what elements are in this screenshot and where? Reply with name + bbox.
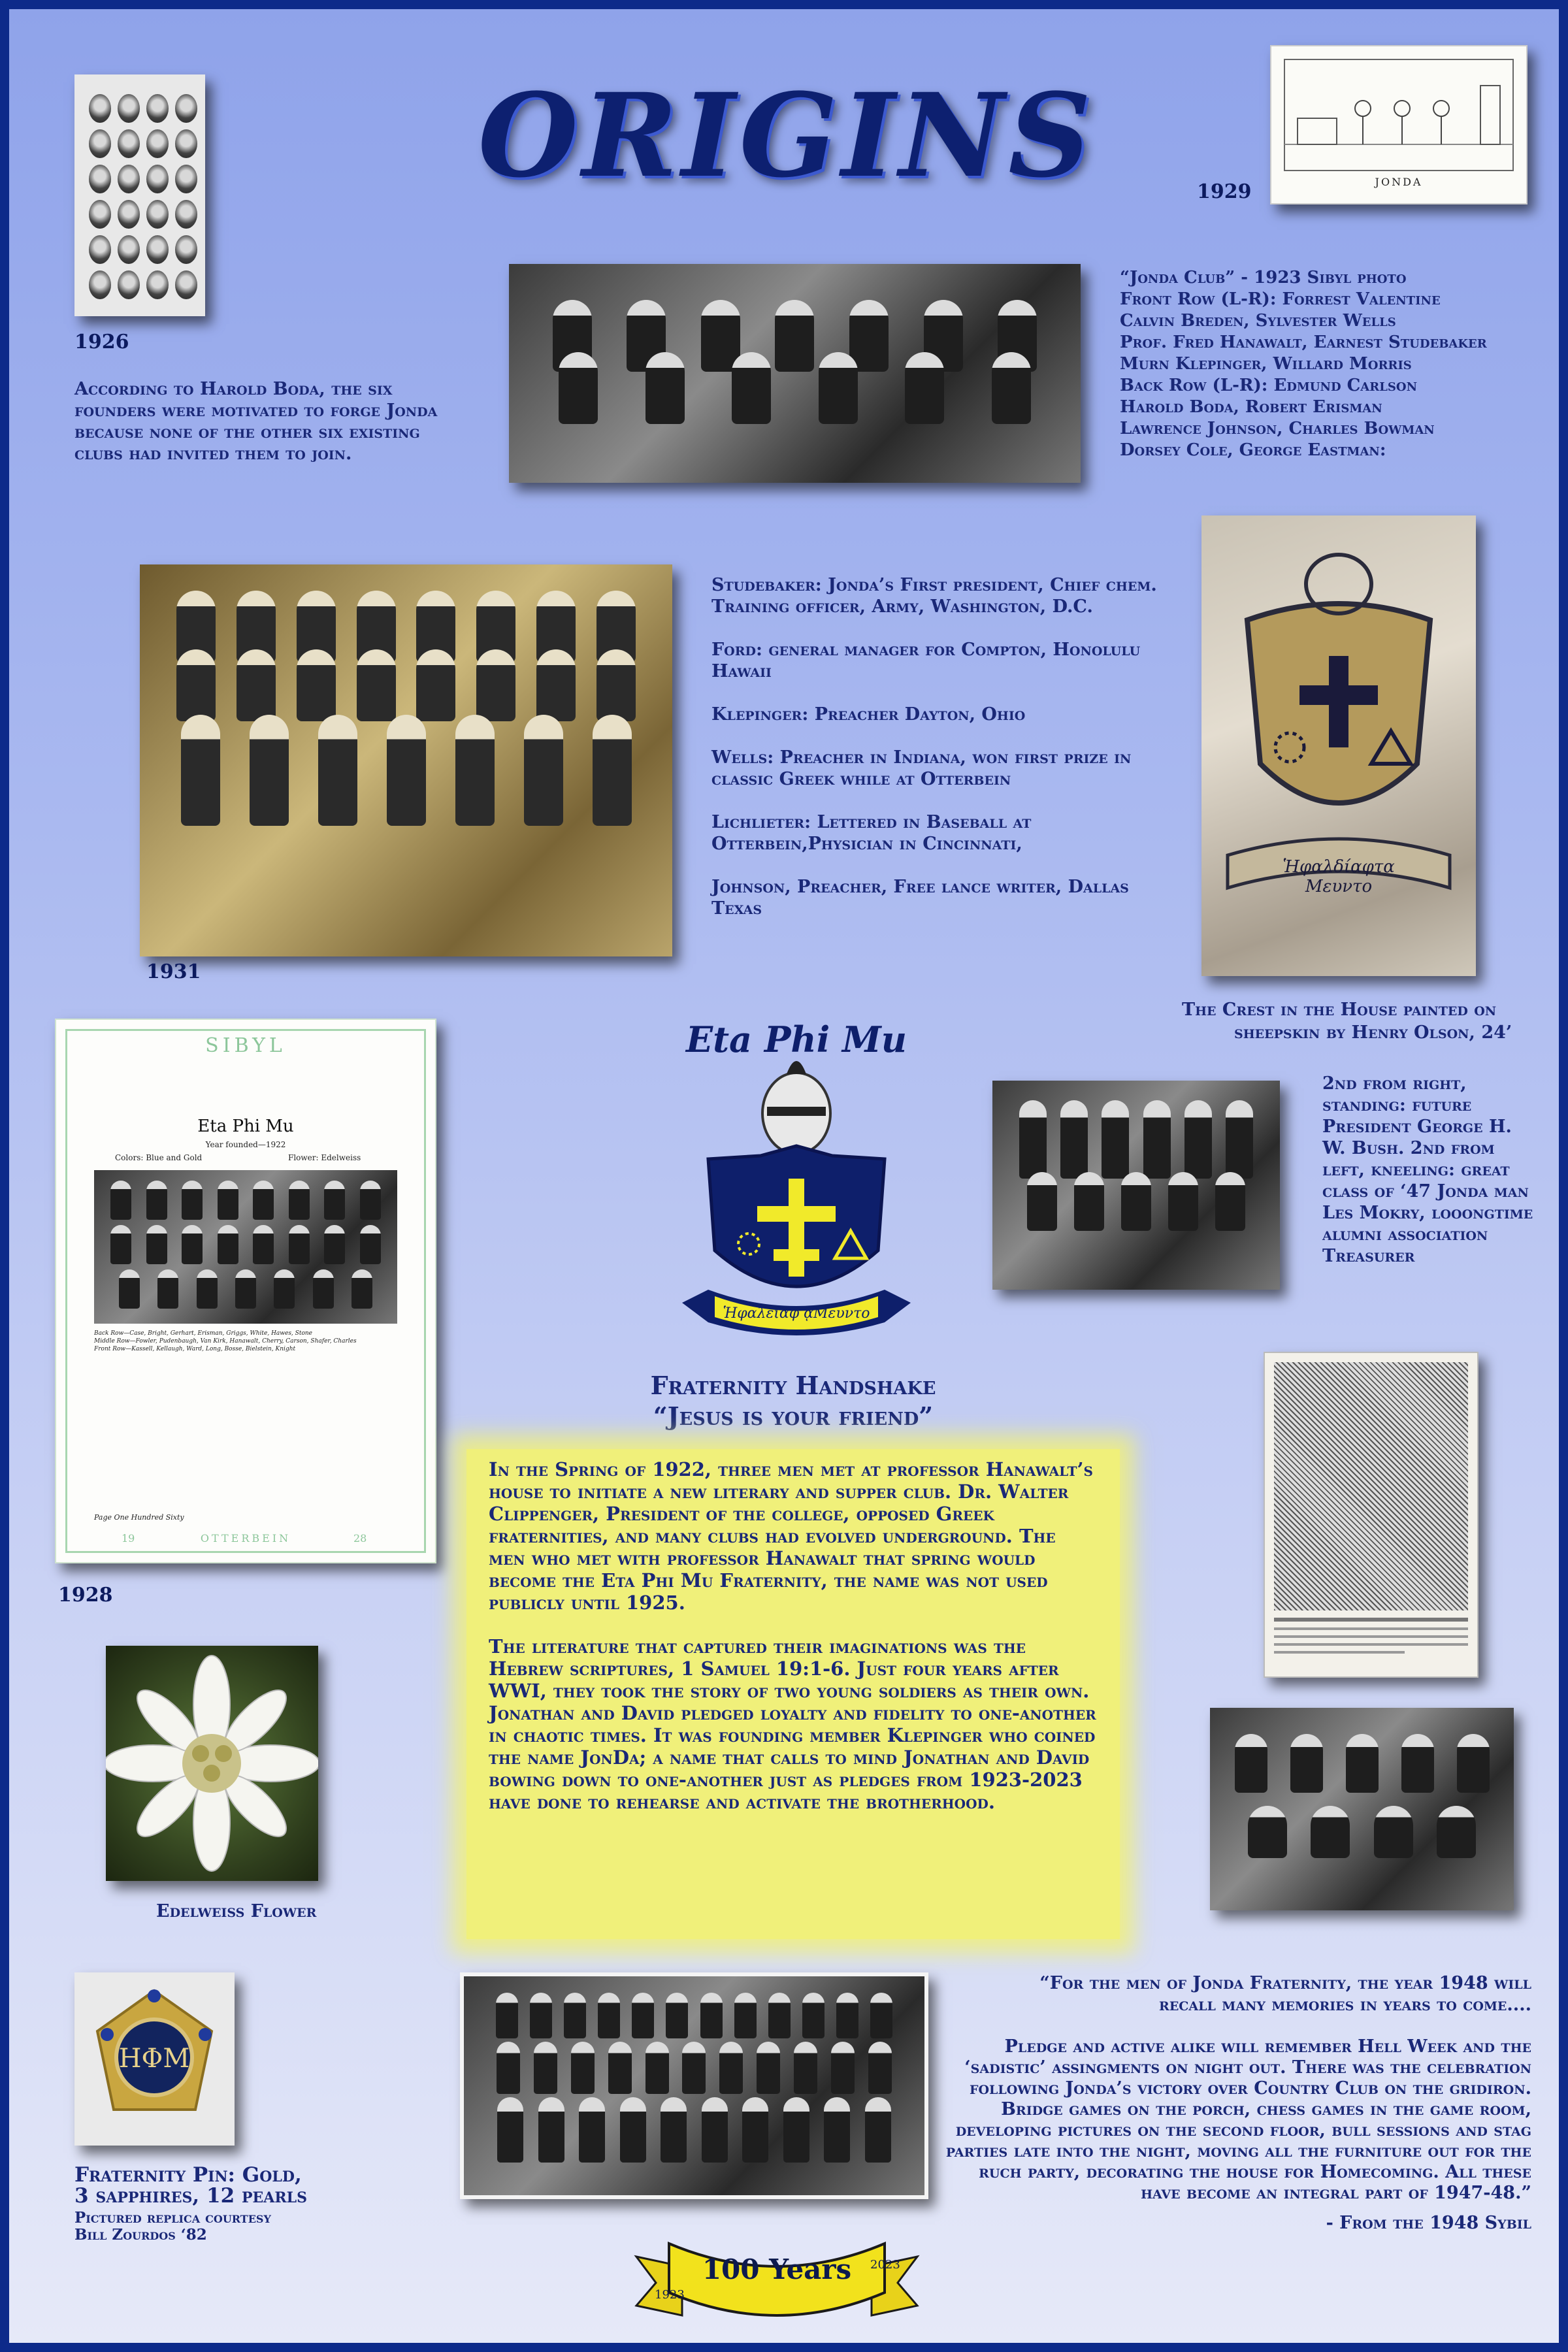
club-caption-line: Harold Boda, Robert Erisman [1120, 397, 1382, 417]
member-note: Wells: Preacher in Indiana, won first prize in classic Greek while at Otterbein [711, 747, 1132, 789]
crest-caption-line1: The Crest in the House painted on [1182, 1000, 1497, 1020]
edelweiss-caption: Edelweiss Flower [156, 1901, 317, 1921]
pin-caption-title: Fraternity Pin: Gold, [74, 2163, 302, 2187]
edelweiss-drawing [106, 1646, 318, 1881]
quote-line2: recall many memories in years to come.... [1159, 1995, 1531, 2015]
handshake-motto: “Jesus is your friend” [653, 1401, 934, 1431]
photo-fraternity-pin [74, 1972, 235, 2146]
bush-caption: 2nd from right, standing: future President George H. W. Bush. 2nd from left, kneeling: great class of ‘47 Jonda man Les Mokry, looongtime alumni association Treasurer [1322, 1073, 1533, 1266]
year-1929: 1929 [1197, 180, 1252, 203]
banner-left-year: 1923 [655, 2288, 685, 2302]
year-1928: 1928 [58, 1584, 113, 1607]
pin-caption-credit: Pictured replica courtesy [74, 2209, 271, 2227]
yearbook-group-photo [94, 1170, 397, 1324]
page-title: ORIGINS [478, 68, 1096, 203]
emblem-ribbon-motto: Ἡφαλείαφ ᾳΜευντο [723, 1305, 870, 1322]
club-photo-caption [1120, 267, 1564, 461]
year-1926: 1926 [74, 331, 129, 353]
yearbook-founded: Year founded—1922 [205, 1140, 286, 1149]
quote-body: Pledge and active alike will remember Hell Week and the ‘sadistic’ assingments on night out. There was the celebration following Jonda’s victory over Country Club on the gridiron. Bridge games on the porch, chess games in the game room, developing pictures on the second floor, bull sessions and stag parties late into the night, moving all the furniture out for the ruch party, decorating the house for Homecoming. All these have become an integral part of 1947-48.” [945, 2036, 1531, 2203]
svg-text:ΗΦΜ: ΗΦΜ [118, 2044, 190, 2074]
yearbook-footer-right: 28 [353, 1532, 367, 1544]
photo-1929-cartoon [1270, 45, 1527, 204]
club-caption-line: Dorsey Cole, George Eastman: [1120, 440, 1386, 460]
banner-right-year: 2023 [870, 2258, 900, 2272]
member-note: Johnson, Preacher, Free lance writer, Dallas Texas [711, 877, 1129, 919]
club-caption-line: “Jonda Club” - 1923 Sibyl photo [1120, 268, 1407, 287]
history-box [466, 1449, 1120, 1939]
yearbook-header: SIBYL [205, 1034, 286, 1057]
club-caption-line: Murn Klepinger, Willard Morris [1120, 354, 1412, 374]
yearbook-footer-left: 19 [122, 1532, 135, 1544]
cartoon-caption: JONDA [1375, 176, 1423, 188]
member-note: Studebaker: Jonda’s First president, Chief chem. Training officer, Army, Washington, D.C. [711, 575, 1157, 617]
club-caption-line: Prof. Fred Hanawalt, Earnest Studebaker [1120, 333, 1487, 352]
pin-caption-credit: Bill Zourdos ‘82 [74, 2226, 207, 2244]
photo-1931-group [140, 564, 672, 956]
history-paragraph-2: The literature that captured their imaginations was the Hebrew scriptures, 1 Samuel 19:1-6. Just four years after WWI, they took the story of two young soldiers as their own. Jonathan and David pledged loyalty and fidelity to one-another in chaotic times. It was founding member Klepinger who coined the name JonDa; a name that calls to mind Jonathan and David bowing down to one-another just as pledges from 1923-2023 have done to rehearse and activate the brotherhood. [489, 1635, 1096, 1813]
engraving-jonathan-david [1264, 1352, 1478, 1678]
club-caption-line: Calvin Breden, Sylvester Wells [1120, 311, 1396, 331]
centennial-banner [630, 2217, 924, 2335]
quote-source: - From the 1948 Sybil [1326, 2213, 1531, 2233]
club-caption-line: Front Row (L-R): Forrest Valentine [1120, 289, 1441, 309]
yearbook-colors: Colors: Blue and Gold [115, 1153, 203, 1162]
member-notes [711, 574, 1169, 941]
yearbook-page-1928 [55, 1019, 436, 1563]
banner-text: 100 Years [702, 2253, 852, 2285]
member-note: Ford: general manager for Compton, Honolulu Hawaii [711, 640, 1141, 681]
yearbook-row-names: Back Row—Case, Bright, Gerhart, Erisman, Griggs, White, Hawes, Stone Middle Row—Fowler, Pudenbaugh, Van Kirk, Hanawalt, Cherry, Carson, Shafer, Charles Front Row—Kassell, Kellaugh, Ward, Long, Bosse, Bielstein, Knight [94, 1330, 357, 1352]
club-caption-line: Lawrence Johnson, Charles Bowman [1120, 419, 1435, 438]
yearbook-page-number: Page One Hundred Sixty [94, 1513, 184, 1522]
photo-edelweiss [106, 1646, 318, 1881]
yearbook-title: Eta Phi Mu [197, 1117, 294, 1136]
photo-1948-party [1210, 1708, 1514, 1910]
member-note: Lichlieter: Lettered in Baseball at Otterbein,Physician in Cincinnati, [711, 812, 1032, 854]
pin-drawing [74, 1972, 235, 2146]
member-note: Klepinger: Preacher Dayton, Ohio [711, 704, 1026, 725]
photo-bush-group [992, 1081, 1280, 1290]
photo-1948-group [460, 1972, 928, 2199]
emblem-name: Eta Phi Mu [685, 1019, 907, 1060]
club-caption-line: Back Row (L-R): Edmund Carlson [1120, 376, 1418, 395]
handshake-heading: Fraternity Handshake [650, 1371, 936, 1400]
photo-1926-composite [74, 74, 205, 316]
yearbook-flower: Flower: Edelweiss [288, 1153, 361, 1162]
eta-phi-mu-emblem [669, 1015, 924, 1362]
photo-1923-jonda-club [509, 264, 1081, 483]
yearbook-footer-mid: OTTERBEIN [200, 1532, 291, 1544]
crest-caption-line2: sheepskin by Henry Olson, 24’ [1234, 1022, 1512, 1043]
year-1931: 1931 [146, 960, 201, 983]
history-paragraph-1: In the Spring of 1922, three men met at professor Hanawalt’s house to initiate a new literary and supper club. Dr. Walter Clippenger, President of the college, opposed Greek fraternities, and many clubs had evolved underground. The men who met with professor Hanawalt that spring would become the Eta Phi Mu Fraternity, the name was not used publicly until 1925. [489, 1458, 1093, 1614]
quote-line1: “For the men of Jonda Fraternity, the year 1948 will [1039, 1973, 1531, 1993]
boda-caption: According to Harold Boda, the six founders were motivated to forge Jonda because none of the other six existing clubs had invited them to join. [74, 379, 438, 464]
sheepskin-motto: Ἡφαλδίαφτα Μευντο [1282, 857, 1395, 896]
pin-caption-detail: 3 sapphires, 12 pearls [74, 2184, 307, 2208]
sheepskin-crest-drawing [1201, 515, 1476, 976]
photo-sheepskin-crest [1201, 515, 1476, 976]
